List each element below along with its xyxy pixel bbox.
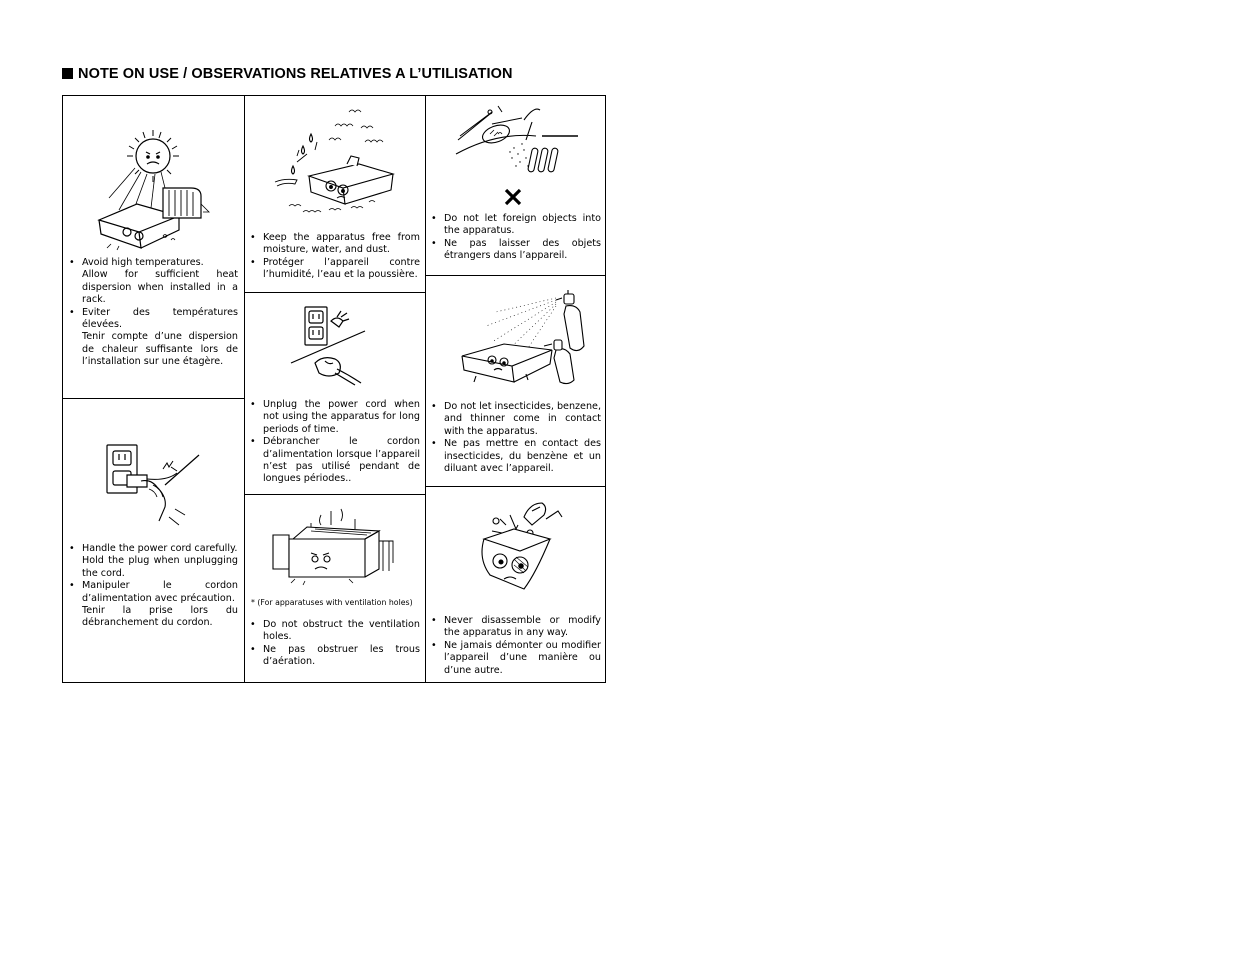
cell-disassemble-text bbox=[431, 615, 601, 677]
cell-unplug-text bbox=[250, 399, 420, 486]
blocked-ventilation-illustration bbox=[271, 509, 399, 585]
list-item: • Never disassemble or modify the apparatus in any way. bbox=[431, 615, 601, 639]
ventilation-footnote: * (For apparatuses with ventilation holes) bbox=[251, 598, 413, 607]
disassembly-illustration bbox=[470, 499, 566, 599]
heading-text: NOTE ON USE / OBSERVATIONS RELATIVES A L’UTILISATION bbox=[78, 66, 513, 82]
notes-grid bbox=[62, 95, 606, 683]
cell-heat-text bbox=[69, 257, 238, 369]
cell-insecticide bbox=[426, 276, 606, 486]
list-item: • Unplug the power cord when not using the apparatus for long periods of time. bbox=[250, 399, 420, 435]
list-item: • Do not obstruct the ventilation holes. bbox=[250, 619, 420, 643]
unplugged-cord-illustration bbox=[291, 303, 367, 385]
list-item: • Ne jamais démonter ou modifier l’appareil d’une manière ou d’une autre. bbox=[431, 639, 601, 676]
cell-moisture-text bbox=[250, 232, 420, 282]
cell-cord bbox=[63, 399, 244, 683]
foreign-objects-illustration bbox=[454, 104, 580, 208]
list-item: • Keep the apparatus free from moisture, water, and dust. bbox=[250, 232, 420, 256]
cell-foreign-text bbox=[431, 213, 601, 263]
cell-moisture bbox=[245, 96, 425, 292]
cell-disassemble bbox=[426, 487, 606, 683]
sun-heat-illustration bbox=[97, 128, 215, 250]
list-item: • Manipuler le cordon d’alimentation avec précaution. Tenir la prise lors du débranchement du cordon. bbox=[69, 580, 238, 629]
cell-insecticide-text bbox=[431, 401, 601, 475]
list-item: • Do not let insecticides, benzene, and thinner come in contact with the apparatus. bbox=[431, 401, 601, 437]
list-item: • Débrancher le cordon d’alimentation lorsque l’appareil n’est pas utilisé pendant de longues périodes.. bbox=[250, 436, 420, 485]
list-item: • Handle the power cord carefully. Hold the plug when unplugging the cord. bbox=[69, 543, 238, 579]
list-item: • Ne pas mettre en contact des insecticides, du benzène et un diluant avec l’appareil. bbox=[431, 438, 601, 475]
cell-ventilation bbox=[245, 495, 425, 683]
list-item: • Eviter des températures élevées. Tenir compte d’une dispersion de chaleur suffisante lors de l’installation sur une étagère. bbox=[69, 306, 238, 368]
list-item: • Ne pas laisser des objets étrangers dans l’appareil. bbox=[431, 237, 601, 262]
cell-ventilation-text bbox=[250, 619, 420, 669]
black-square-icon bbox=[62, 68, 73, 79]
list-item: • Avoid high temperatures. Allow for sufficient heat dispersion when installed in a rack. bbox=[69, 257, 238, 306]
cell-foreign bbox=[426, 96, 606, 275]
list-item: • Do not let foreign objects into the apparatus. bbox=[431, 213, 601, 237]
cell-cord-text bbox=[69, 543, 238, 630]
plug-handling-illustration bbox=[105, 439, 201, 525]
spray-cans-illustration bbox=[456, 286, 588, 386]
section-heading bbox=[62, 66, 513, 82]
list-item: • Protéger l’appareil contre l’humidité, l’eau et la poussière. bbox=[250, 256, 420, 281]
cell-heat bbox=[63, 96, 244, 398]
list-item: • Ne pas obstruer les trous d’aération. bbox=[250, 643, 420, 668]
moisture-dust-illustration bbox=[269, 106, 399, 218]
cell-unplug bbox=[245, 293, 425, 494]
